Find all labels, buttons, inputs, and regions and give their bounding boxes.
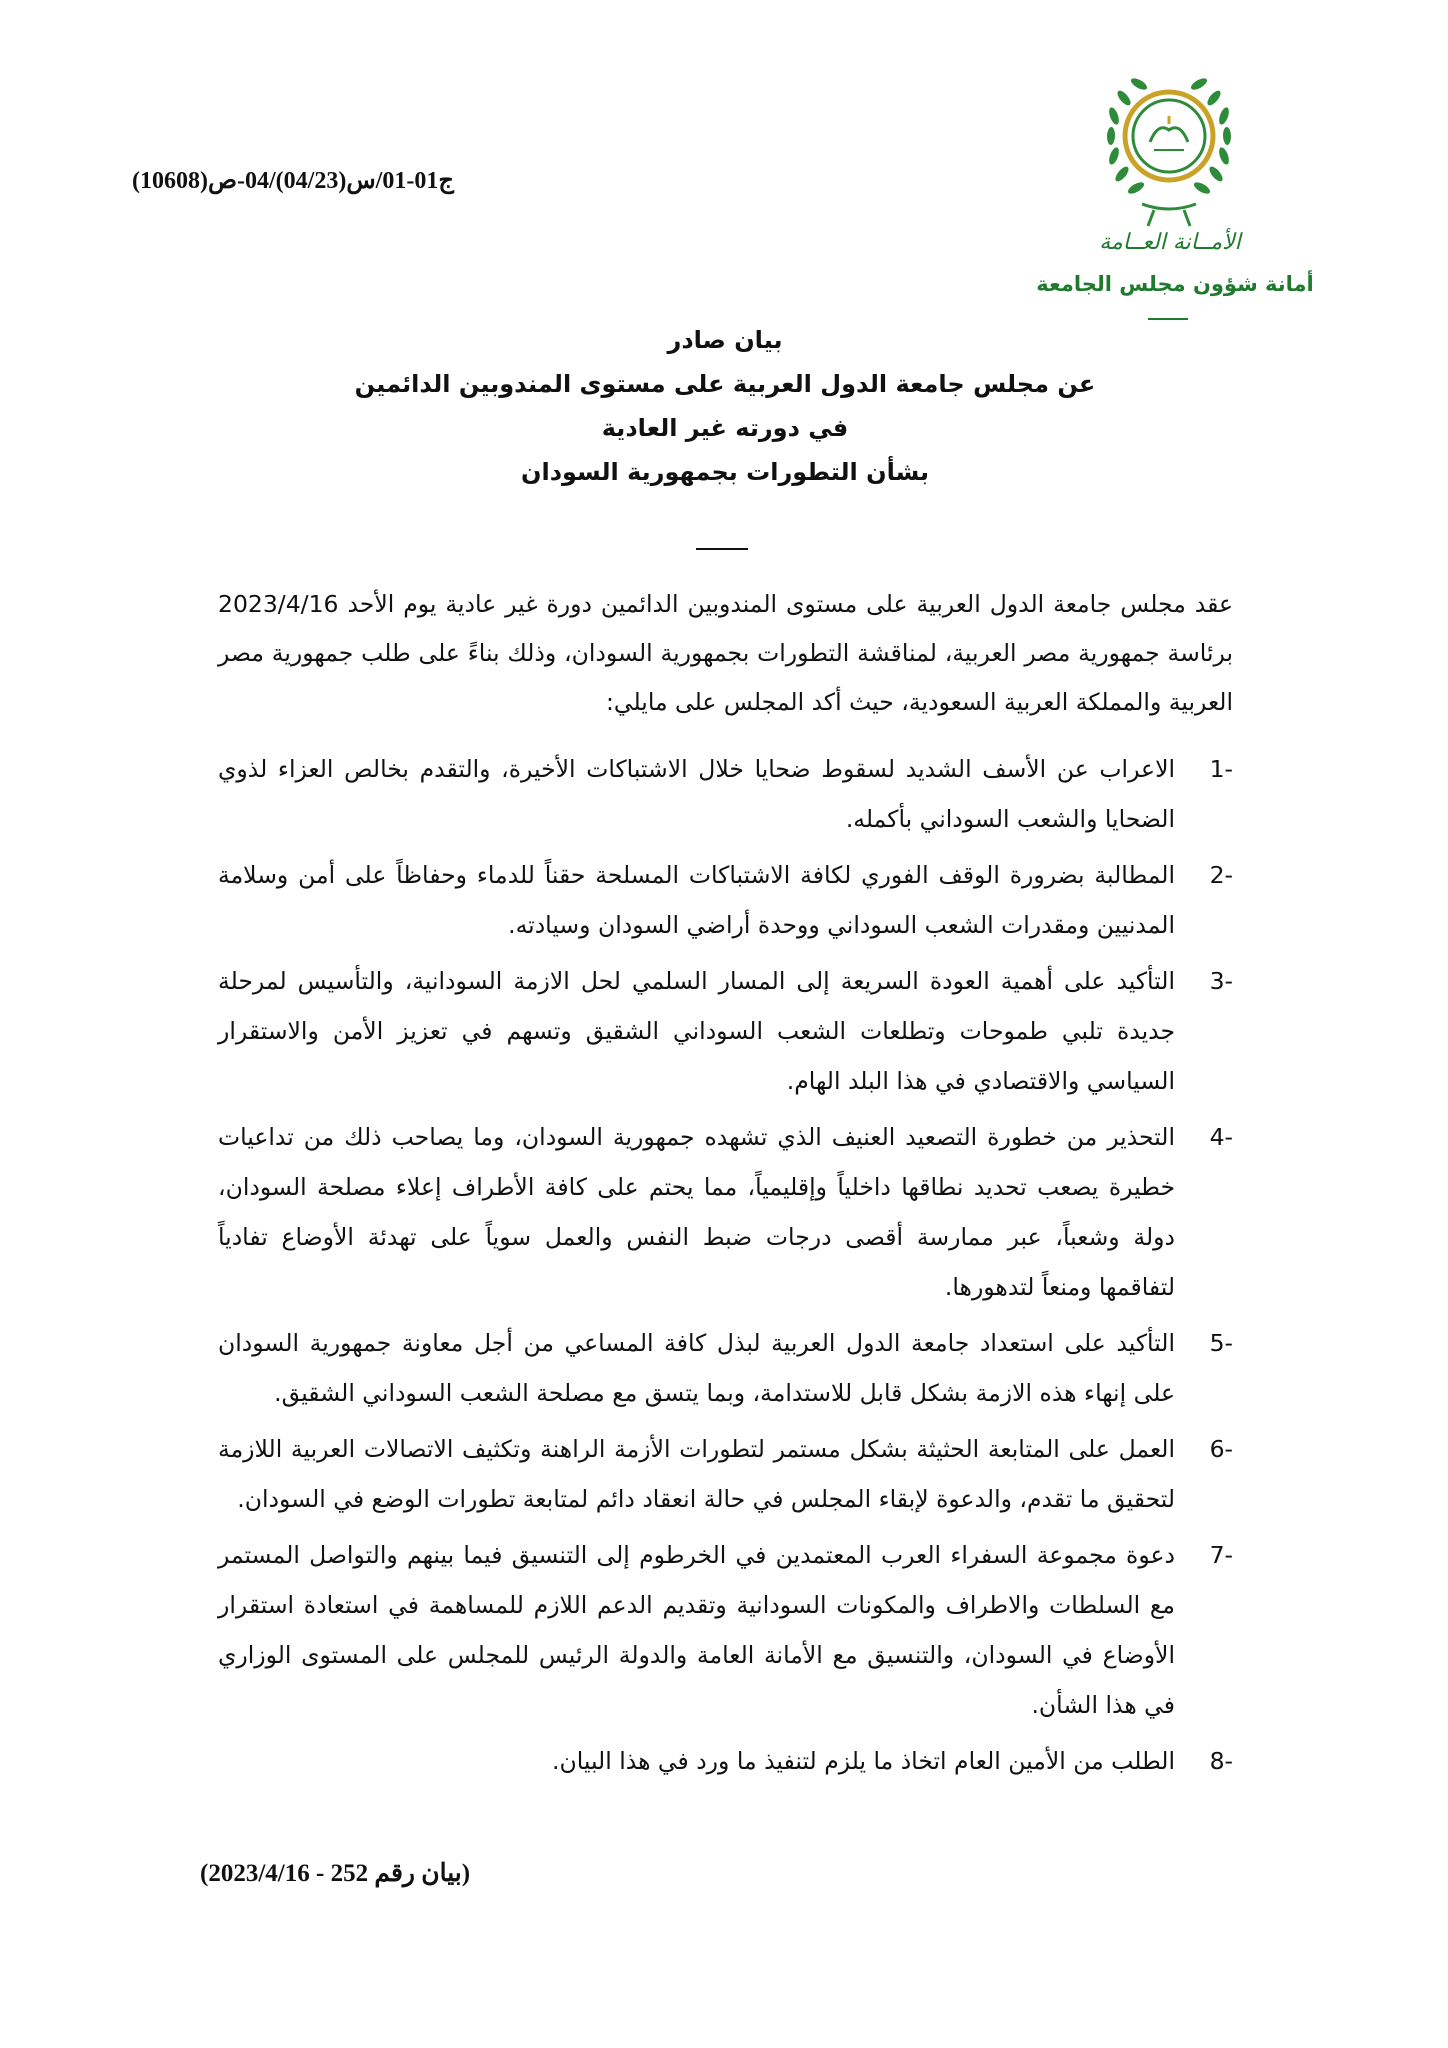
- item-number: -3: [1209, 967, 1233, 995]
- title-line-2: عن مجلس جامعة الدول العربية على مستوى المندوبين الدائمين: [354, 370, 1096, 398]
- statement-number: [200, 1858, 600, 1888]
- document-title: [200, 318, 1250, 494]
- item-text: التحذير من خطورة التصعيد العنيف الذي تشهده جمهورية السودان، وما يصاحب ذلك من تداعيات خطيرة يصعب تحديد نطاقها داخلياً وإقليمياً، مما يحتم على كافة الأطراف إعلاء مصلحة السودان، دولة وشعباً، عبر ممارسة أقصى درجات ضبط النفس والعمل سوياً على تهدئة الأوضاع تفادياً لتفاقمها ومنعاً لتدهورها.: [218, 1123, 1175, 1301]
- title-line-4: بشأن التطورات بجمهورية السودان: [520, 458, 930, 486]
- item-text: الاعراب عن الأسف الشديد لسقوط ضحايا خلال الاشتباكات الأخيرة، والتقدم بخالص العزاء لذوي الضحايا والشعب السوداني بأكمله.: [218, 755, 1175, 833]
- item-text: التأكيد على أهمية العودة السريعة إلى المسار السلمي لحل الازمة السودانية، والتأسيس لمرحلة جديدة تلبي طموحات وتطلعات الشعب السوداني الشقيق وتسهم في تعزيز الأمن والاستقرار السياسي والاقتصادي في هذا البلد الهام.: [218, 967, 1175, 1095]
- org-secretariat-label: الأمــانة العــامة: [1099, 230, 1241, 255]
- title-divider: [696, 548, 748, 550]
- item-number: -4: [1209, 1123, 1233, 1151]
- list-item: [218, 1530, 1233, 1730]
- statement-text: (بيان رقم 252 - 2023/4/16): [200, 1860, 471, 1887]
- list-item: [218, 850, 1233, 950]
- item-text: دعوة مجموعة السفراء العرب المعتمدين في الخرطوم إلى التنسيق فيما بينهم والتواصل المستمر مع السلطات والاطراف والمكونات السودانية وتقديم الدعم اللازم للمساهمة في استعادة استقرار الأوضاع في السودان، والتنسيق مع الأمانة العامة والدولة الرئيس للمجلس على المستوى الوزاري في هذا الشأن.: [218, 1541, 1175, 1719]
- title-line-1: بيان صادر: [667, 326, 783, 354]
- item-number: -7: [1209, 1541, 1233, 1569]
- reference-number: ج01-01/س(04/23)/04-ص(10608): [132, 168, 454, 194]
- list-item: [218, 744, 1233, 844]
- item-number: -2: [1209, 861, 1233, 889]
- intro-paragraph: عقد مجلس جامعة الدول العربية على مستوى المندوبين الدائمين دورة غير عادية يوم الأحد 2023/4/16 برئاسة جمهورية مصر العربية، لمناقشة التطورات بجمهورية السودان، وذلك بناءً على طلب جمهورية مصر العربية والمملكة العربية السعودية، حيث أكد المجلس على مايلي:: [218, 590, 1233, 716]
- list-item: [218, 956, 1233, 1106]
- org-department-label: أمانة شؤون مجلس الجامعة: [1036, 272, 1314, 296]
- item-number: -5: [1209, 1329, 1233, 1357]
- item-number: -1: [1209, 755, 1233, 783]
- list-item: [218, 1318, 1233, 1418]
- arab-league-emblem: [1092, 64, 1246, 234]
- item-text: التأكيد على استعداد جامعة الدول العربية لبذل كافة المساعي من أجل معاونة جمهورية السودان على إنهاء هذه الازمة بشكل قابل للاستدامة، وبما يتسق مع مصلحة الشعب السوداني الشقيق.: [218, 1329, 1175, 1407]
- list-item: [218, 1424, 1233, 1524]
- list-item: [218, 1112, 1233, 1312]
- resolution-list: [218, 744, 1233, 1792]
- list-item: [218, 1736, 1233, 1786]
- item-text: العمل على المتابعة الحثيثة بشكل مستمر لتطورات الأزمة الراهنة وتكثيف الاتصالات العربية اللازمة لتحقيق ما تقدم، والدعوة لإبقاء المجلس في حالة انعقاد دائم لمتابعة تطورات الوضع في السودان.: [218, 1435, 1175, 1513]
- item-text: المطالبة بضرورة الوقف الفوري لكافة الاشتباكات المسلحة حقناً للدماء وحفاظاً على أمن وسلامة المدنيين ومقدرات الشعب السوداني ووحدة أراضي السودان وسيادته.: [218, 861, 1175, 939]
- item-text: الطلب من الأمين العام اتخاذ ما يلزم لتنفيذ ما ورد في هذا البيان.: [551, 1747, 1175, 1775]
- item-number: -6: [1209, 1435, 1233, 1463]
- title-line-3: في دورته غير العادية: [601, 414, 849, 442]
- item-number: -8: [1209, 1747, 1233, 1775]
